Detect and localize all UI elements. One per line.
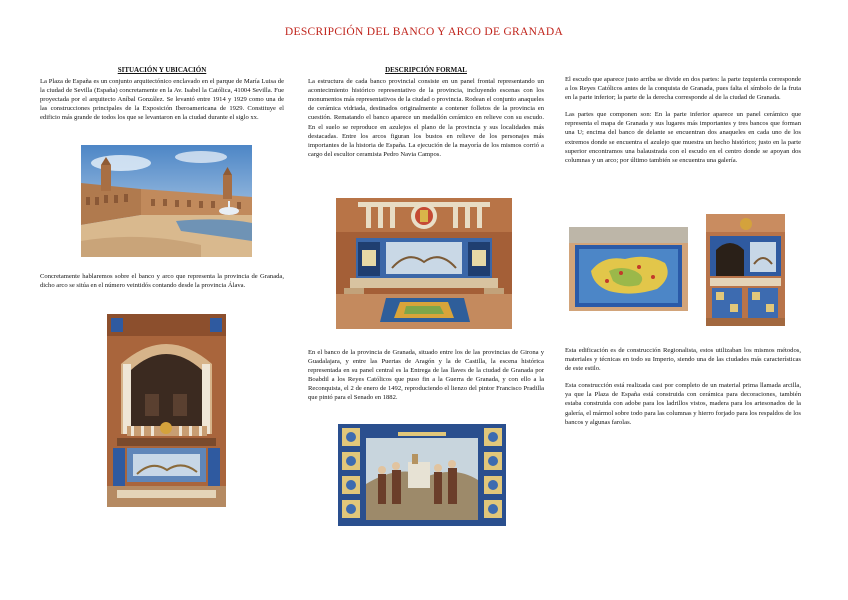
- paragraph-descripcion-1: La estructura de cada banco provincial consiste en un panel frontal representando un acontecimiento histórico representativo de la provincia, incluyendo escenas con los monumentos más representativos de la ciudad o provincia. Rodean el conjunto anaqueles de cerámica vidriada, destinados originalmente a contener folletos de la provincia en cuestión. Rematando el banco aparece un medallón cerámico en relieve con su escudo. En el suelo se reproduce en azulejos el plano de la provincia y sus localidades más destacadas. Entre los arcos figuran los bustos en relieve de los personajes más importantes de la historia de España. La ejecución de la mayoría de los mismos corrió a cargo del escultor ceramista Pedro Navia Campos.: [308, 78, 544, 158]
- paragraph-situacion-2: Concretamente hablaremos sobre el banco y arco que representa la provincia de Granada, dicho arco se sitúa en el número veintidós contando desde la provincia Álava.: [40, 273, 284, 290]
- column-escudo-partes: [565, 75, 801, 173]
- photo-arco-granada: [107, 314, 226, 507]
- photo-panel-entrega-llaves: [338, 424, 506, 526]
- column-situacion: [40, 66, 284, 131]
- photo-galeria-lateral: [706, 214, 785, 326]
- paragraph-materiales: Esta construcción está realizada casi por completo de un material prima llamada arcilla, ya que la Plaza de España está construida con cerámica para decoraciones, también estaba construida con adobe para los ladrillos vistos, madera para los artesonados de la galería, el mármol sobre todo para las columnas y hierro forjado para los respaldos de los bancos y algunas farolas.: [565, 382, 801, 426]
- photo-mapa-granada-azulejo: [569, 227, 688, 311]
- paragraph-partes: Las partes que componen son: En la parte inferior aparece un panel cerámico que representa el mapa de Granada y sus lugares más importantes y tres bancos que forman una U; encima del banco de delante se encuentran dos anaqueles en cada uno de los extremos donde se encuentra el azulejo que muestra un hecho histórico; justo en la parte superior encontramos una balaustrada con el escudo en el centro donde se apoyan dos columnas y un arco; por último también se encuentra una galería.: [565, 111, 801, 164]
- paragraph-descripcion-2: En el banco de la provincia de Granada, situado entre los de las provincias de Girona y Guadalajara, y entre las Puertas de Aragón y la de Castilla, la escena histórica representada en su panel central es la Entrega de las llaves de la ciudad de Granada por Boabdil a los Reyes Católicos que puso fin a la Guerra de Granada, y con ello a la Reconquista, el 2 de enero de 1492, reproduciendo el lienzo del pintor Francisco Pradilla que pintó para el Senado en 1882.: [308, 349, 544, 402]
- photo-plaza-espana-panorama: [81, 145, 252, 257]
- page-title: DESCRIPCIÓN DEL BANCO Y ARCO DE GRANADA: [284, 26, 564, 38]
- column-estilo-materiales: [565, 346, 801, 435]
- heading-descripcion-formal: DESCRIPCIÓN FORMAL: [385, 66, 467, 74]
- paragraph-situacion-1: La Plaza de España es un conjunto arquitectónico enclavado en el parque de María Luisa de la ciudad de Sevilla (España) concretamente en la Av. Isabel la Católica, 41004 Sevilla. Fue proyectada por el arquitecto Aníbal González. Se levantó entre 1914 y 1929 como una de las construcciones principales de la Exposición Iberoamericana de 1929. Constituye el edificio más grande de todos los que se levantaron en la ciudad durante el siglo xx.: [40, 78, 284, 122]
- paragraph-estilo: Esta edificación es de construcción Regionalista, estos utilizaban los mismos métodos, materiales y técnicas en todo su Imperio, siendo una de las ciudades más características de este estilo.: [565, 347, 801, 373]
- heading-situacion: SITUACIÓN Y UBICACIÓN: [117, 66, 207, 74]
- paragraph-escudo: El escudo que aparece justo arriba se divide en dos partes: la parte izquierda corresponde a los Reyes Católicos antes de la conquista de Granada, pues falta el símbolo de la fruta en la parte inferior; la parte de la derecha corresponde al de la ciudad de Granada.: [565, 76, 801, 102]
- column-descripcion-formal: [308, 66, 544, 167]
- photo-banco-granada: [336, 198, 512, 329]
